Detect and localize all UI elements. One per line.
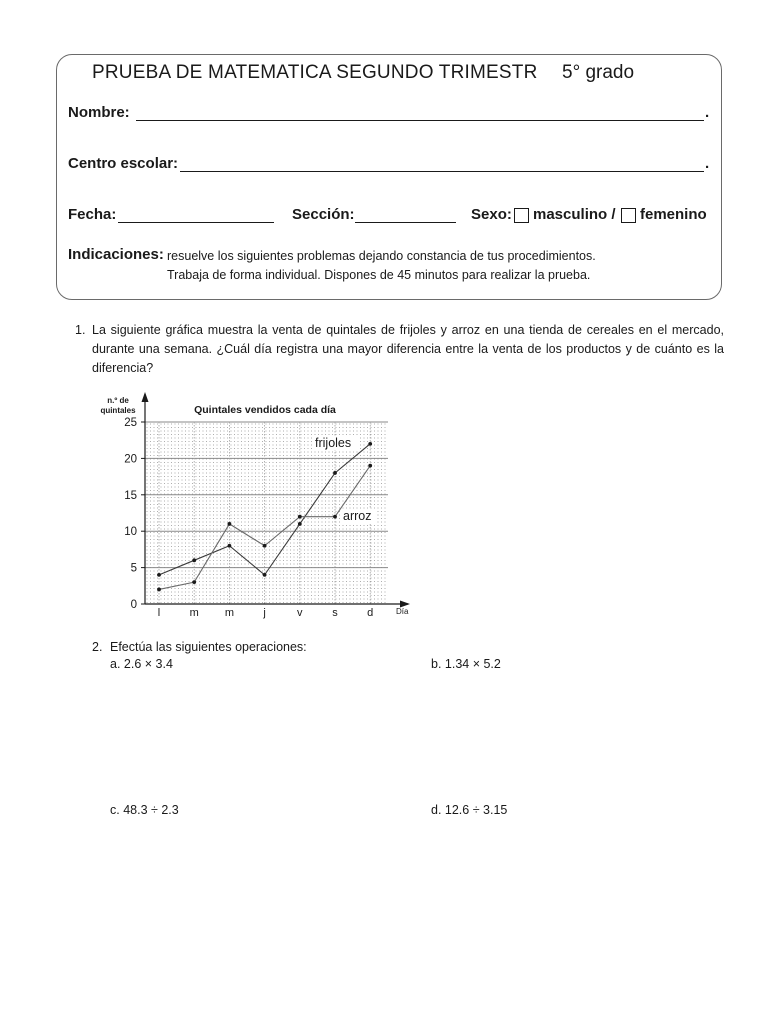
x-tick-label: m: [224, 607, 234, 619]
y-tick-label: 10: [124, 526, 137, 539]
grade-label: 5° grado: [562, 62, 635, 83]
data-point-arroz: [333, 515, 337, 519]
data-point-arroz: [192, 580, 196, 584]
school-line-end: .: [705, 155, 710, 172]
data-point-arroz: [263, 544, 267, 548]
question-1-text: La siguiente gráfica muestra la venta de quintales de frijoles y arroz en una tienda de cereales en el mercado, durante una semana. ¿Cuál día registra una mayor diferencia entre la venta de los productos y de cuánto es la diferencia?: [92, 323, 724, 375]
sales-line-chart: [90, 388, 420, 620]
y-axis-label-line-2: quintales: [100, 406, 136, 415]
data-point-arroz: [298, 515, 302, 519]
data-point-frijoles: [333, 471, 337, 475]
x-tick-label: s: [332, 607, 338, 619]
male-checkbox[interactable]: [514, 208, 529, 223]
operation-c: c. 48.3 ÷ 2.3: [110, 803, 179, 817]
x-axis-label: Día: [396, 607, 409, 616]
school-label: Centro escolar:: [68, 155, 179, 172]
sex-label: Sexo:: [471, 206, 512, 223]
data-point-frijoles: [228, 544, 232, 548]
data-point-arroz: [368, 464, 372, 468]
series-label-frijoles: frijoles: [315, 436, 352, 450]
y-tick-label: 20: [124, 453, 137, 466]
x-tick-label: v: [297, 607, 303, 619]
data-point-frijoles: [157, 573, 161, 577]
data-point-arroz: [228, 522, 232, 526]
name-field[interactable]: [136, 120, 704, 121]
y-axis-label-line-1: n.º de: [107, 396, 129, 405]
x-tick-label: l: [157, 607, 161, 619]
data-point-frijoles: [263, 573, 267, 577]
date-label: Fecha:: [68, 206, 117, 223]
operation-d: d. 12.6 ÷ 3.15: [431, 803, 508, 817]
y-axis-arrow: [142, 392, 149, 402]
header-box: [56, 54, 722, 300]
y-tick-label: 25: [124, 417, 137, 429]
y-tick-label: 0: [130, 599, 137, 611]
data-point-frijoles: [368, 442, 372, 446]
instructions-label: Indicaciones:: [68, 246, 164, 263]
date-field[interactable]: [118, 222, 274, 223]
female-label: femenino: [640, 206, 707, 223]
name-label: Nombre:: [68, 104, 130, 121]
instructions-line-1: resuelve los siguientes problemas dejando constancia de tus procedimientos.: [167, 249, 596, 263]
male-label: masculino /: [533, 206, 616, 223]
question-2-number: 2.: [92, 640, 103, 654]
chart-title: Quintales vendidos cada día: [194, 404, 336, 416]
female-checkbox[interactable]: [621, 208, 636, 223]
operation-a: a. 2.6 × 3.4: [110, 657, 173, 671]
x-tick-label: d: [367, 607, 374, 619]
x-tick-label: m: [189, 607, 199, 619]
data-point-frijoles: [298, 522, 302, 526]
question-1-number: 1.: [75, 323, 86, 337]
y-tick-label: 15: [124, 489, 137, 502]
operation-b: b. 1.34 × 5.2: [431, 657, 501, 671]
page-title: PRUEBA DE MATEMATICA SEGUNDO TRIMESTR: [92, 62, 538, 83]
school-field[interactable]: [180, 171, 704, 172]
name-line-end: .: [705, 104, 710, 121]
y-tick-label: 5: [130, 562, 137, 575]
series-label-arroz: arroz: [343, 509, 372, 523]
data-point-frijoles: [192, 558, 196, 562]
section-field[interactable]: [355, 222, 456, 223]
section-label: Sección:: [292, 206, 355, 223]
instructions-line-2: Trabaja de forma individual. Dispones de 45 minutos para realizar la prueba.: [167, 268, 591, 282]
data-point-arroz: [157, 588, 161, 592]
x-tick-label: j: [263, 607, 266, 619]
question-2-text: Efectúa las siguientes operaciones:: [110, 640, 307, 654]
